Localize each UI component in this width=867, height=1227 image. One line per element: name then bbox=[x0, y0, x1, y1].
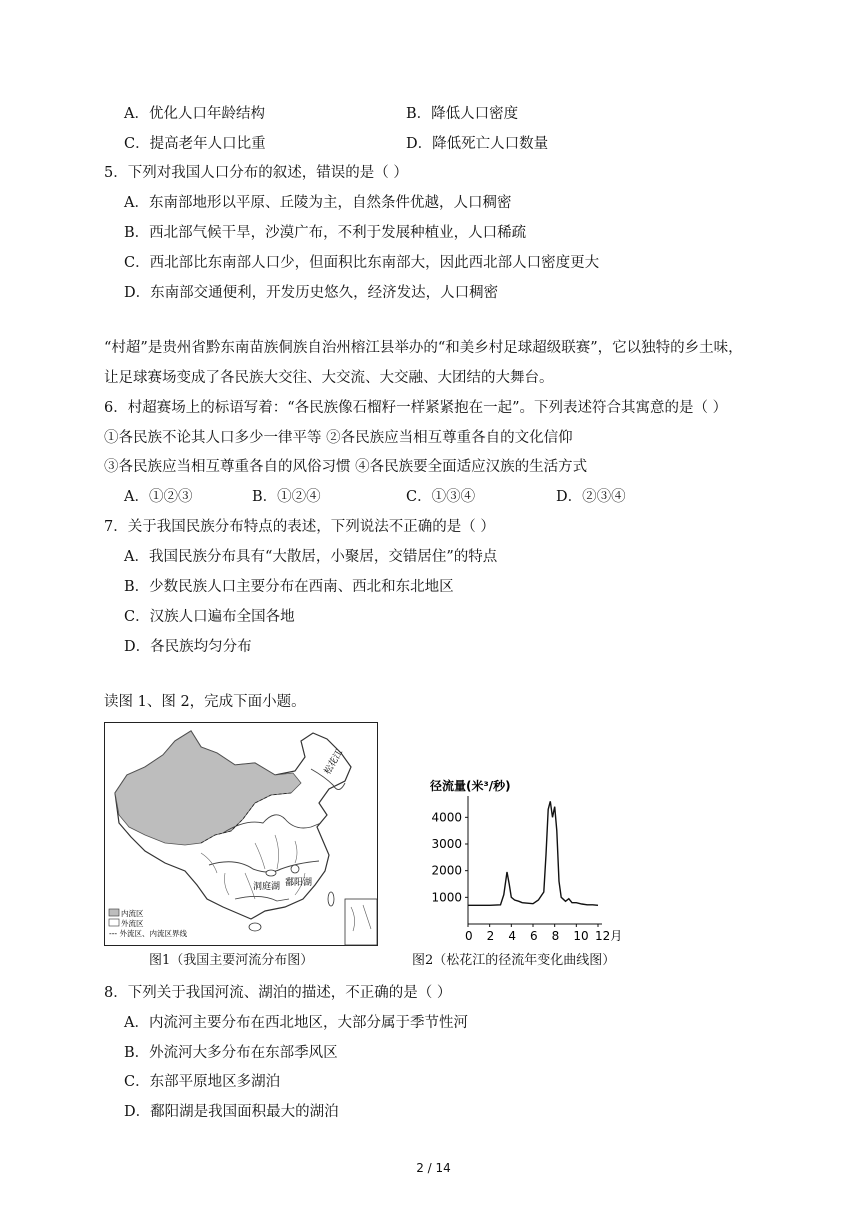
y-tick-label: 3000 bbox=[431, 837, 462, 851]
q7-option-b: B．少数民族人口主要分布在西南、西北和东北地区 bbox=[124, 579, 454, 595]
dongting-lake-label: 洞庭湖 bbox=[253, 882, 281, 892]
y-tick-label: 2000 bbox=[431, 863, 462, 878]
q6-statements-1-2: ①各民族不论其人口多少一律平等 ②各民族应当相互尊重各自的文化信仰 bbox=[104, 430, 573, 446]
x-tick-label: 12月 bbox=[595, 929, 623, 943]
q5-option-a: A．东南部地形以平原、丘陵为主，自然条件优越，人口稠密 bbox=[124, 195, 512, 211]
q5-stem: 5．下列对我国人口分布的叙述，错误的是（ ） bbox=[104, 165, 408, 181]
x-tick-label: 8 bbox=[551, 929, 560, 943]
q8-option-d: D．鄱阳湖是我国面积最大的湖泊 bbox=[124, 1104, 339, 1120]
q4-option-c: C．提高老年人口比重 bbox=[124, 136, 266, 152]
q5-option-b: B．西北部气候干旱，沙漠广布，不利于发展种植业，人口稀疏 bbox=[124, 225, 527, 241]
x-tick-label: 2 bbox=[486, 929, 495, 943]
q4-option-b: B．降低人口密度 bbox=[406, 106, 519, 122]
q4-option-a: A．优化人口年龄结构 bbox=[124, 106, 265, 122]
runoff-chart bbox=[418, 776, 623, 944]
figure-2-caption: 图2（松花江的径流年变化曲线图） bbox=[412, 953, 616, 968]
q8-stem: 8．下列关于我国河流、湖泊的描述，不正确的是（ ） bbox=[104, 985, 452, 1001]
poyang-lake bbox=[291, 865, 299, 873]
q7-stem: 7．关于我国民族分布特点的表述，下列说法不正确的是（ ） bbox=[104, 519, 495, 535]
q8-option-b: B．外流河大多分布在东部季风区 bbox=[124, 1045, 338, 1061]
river-map-figure bbox=[104, 722, 378, 946]
x-tick-label: 4 bbox=[508, 929, 516, 943]
x-tick-label: 10 bbox=[573, 929, 589, 943]
x-tick-label: 6 bbox=[530, 929, 538, 943]
taiwan-island bbox=[328, 892, 334, 906]
q8-option-a: A．内流河主要分布在西北地区，大部分属于季节性河 bbox=[124, 1015, 468, 1031]
q6-option-a: A．①②③ bbox=[124, 489, 193, 505]
passage-line-1: “村超”是贵州省黔东南苗族侗族自治州榕江县举办的“和美乡村足球超级联赛”，它以独特的乡土味， bbox=[104, 340, 743, 356]
runoff-chart-figure bbox=[418, 776, 623, 944]
q7-option-c: C．汉族人口遍布全国各地 bbox=[124, 609, 295, 625]
q6-option-b: B．①②④ bbox=[252, 489, 321, 505]
q7-option-d: D．各民族均匀分布 bbox=[124, 639, 252, 655]
x-tick-label: 0 bbox=[465, 929, 473, 943]
runoff-series-line bbox=[468, 801, 598, 905]
y-tick-label: 4000 bbox=[431, 810, 462, 825]
q6-stem: 6．村超赛场上的标语写着：“各民族像石榴籽一样紧紧抱在一起”。下列表述符合其寓意的是（ ） bbox=[104, 400, 728, 416]
q5-option-c: C．西北部比东南部人口少，但面积比东南部大，因此西北部人口密度更大 bbox=[124, 255, 600, 271]
q6-option-c: C．①③④ bbox=[406, 489, 476, 505]
q7-option-a: A．我国民族分布具有“大散居，小聚居，交错居住”的特点 bbox=[124, 549, 498, 565]
page-number: 2 / 14 bbox=[416, 1161, 451, 1175]
south-china-sea-inset bbox=[345, 899, 377, 945]
figure-instruction: 读图 1、图 2，完成下面小题。 bbox=[104, 694, 306, 710]
y-tick-label: 1000 bbox=[431, 890, 462, 905]
songhua-river-label: 松花江 bbox=[322, 748, 346, 777]
q6-statements-3-4: ③各民族应当相互尊重各自的风俗习惯 ④各民族要全面适应汉族的生活方式 bbox=[104, 459, 588, 475]
q8-option-c: C．东部平原地区多湖泊 bbox=[124, 1074, 281, 1090]
q6-option-d: D．②③④ bbox=[556, 489, 626, 505]
figure-1-caption: 图1（我国主要河流分布图） bbox=[149, 953, 314, 968]
legend-boundary-label: --- 外流区、内流区界线 bbox=[109, 929, 188, 938]
hainan-island bbox=[249, 923, 261, 931]
passage-line-2: 让足球赛场变成了各民族大交往、大交流、大交融、大团结的大舞台。 bbox=[104, 370, 554, 386]
legend-inland-label: 内流区 bbox=[121, 909, 144, 918]
map-legend bbox=[109, 908, 188, 938]
poyang-lake-label: 鄱阳湖 bbox=[285, 878, 313, 888]
q5-option-d: D．东南部交通便利，开发历史悠久，经济发达，人口稠密 bbox=[124, 285, 499, 301]
dongting-lake bbox=[266, 870, 276, 876]
legend-outflow-label: 外流区 bbox=[121, 919, 144, 928]
chart-y-axis-label: 径流量(米³/秒) bbox=[430, 779, 511, 793]
china-river-map bbox=[105, 723, 379, 947]
q4-option-d: D．降低死亡人口数量 bbox=[406, 136, 549, 152]
